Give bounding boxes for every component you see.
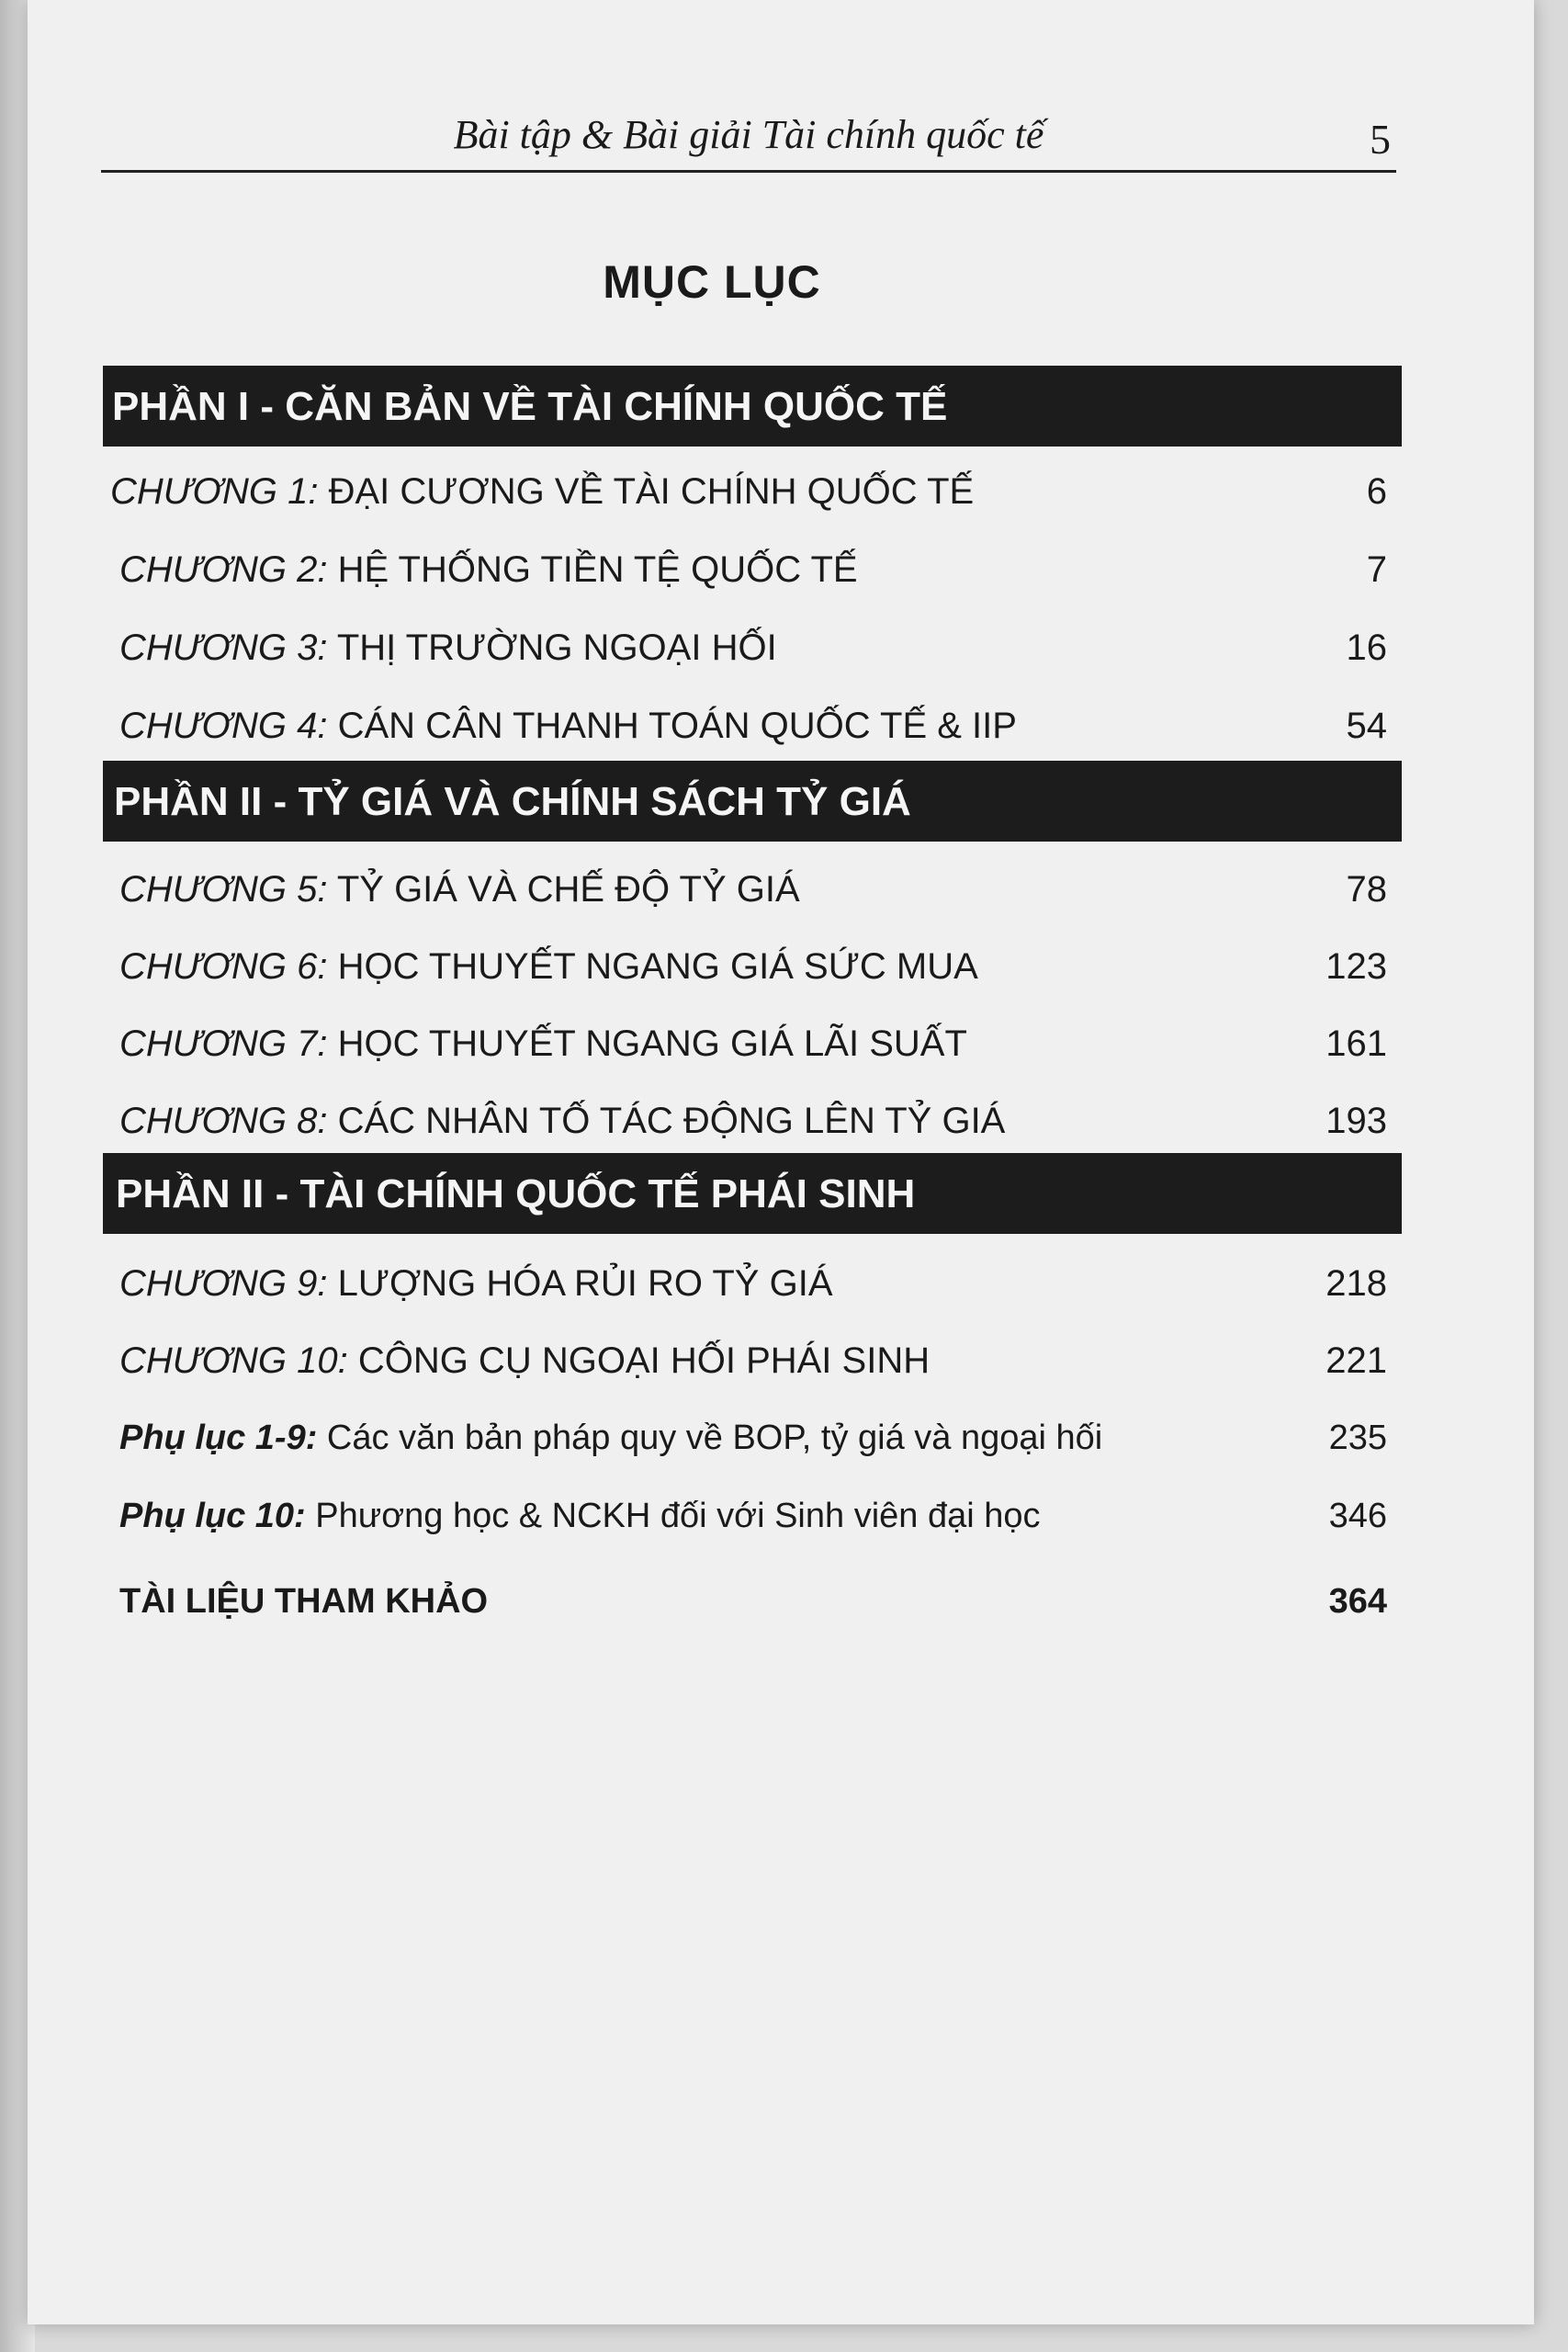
page-number: 161 <box>1325 1023 1387 1064</box>
chapter-label: CHƯƠNG 8: <box>119 1101 328 1141</box>
appendix-title: Phương học & NCKH đối với Sinh viên đại học <box>305 1497 1041 1535</box>
page-number: 218 <box>1325 1263 1387 1304</box>
references-title: TÀI LIỆU THAM KHẢO <box>119 1582 489 1621</box>
header-page-number: 5 <box>1370 116 1391 163</box>
toc-entry-chapter-9 <box>119 1256 1387 1311</box>
chapter-title: CÁC NHÂN TỐ TÁC ĐỘNG LÊN TỶ GIÁ <box>327 1101 1006 1141</box>
page-number: 7 <box>1366 549 1387 590</box>
chapter-title: CÁN CÂN THANH TOÁN QUỐC TẾ & IIP <box>327 706 1017 746</box>
chapter-label: CHƯƠNG 3: <box>119 628 328 668</box>
running-header <box>101 106 1396 173</box>
toc-entry-chapter-10 <box>119 1333 1387 1388</box>
chapter-title: HỌC THUYẾT NGANG GIÁ SỨC MUA <box>327 946 978 987</box>
appendix-label: Phụ lục 10: <box>119 1497 306 1535</box>
page-number: 364 <box>1328 1582 1387 1621</box>
chapter-label: CHƯƠNG 9: <box>119 1263 328 1304</box>
toc-entry-chapter-6 <box>119 939 1387 994</box>
toc-entry-chapter-1 <box>110 464 1387 519</box>
chapter-title: CÔNG CỤ NGOẠI HỐI PHÁI SINH <box>347 1340 931 1381</box>
chapter-label: CHƯƠNG 6: <box>119 946 328 987</box>
toc-heading: MỤC LỤC <box>603 256 821 308</box>
page-number: 78 <box>1346 869 1387 910</box>
toc-entry-appendix-1-9 <box>119 1410 1387 1465</box>
toc-entry-appendix-10 <box>119 1488 1387 1544</box>
toc-entry-chapter-4 <box>119 698 1387 753</box>
toc-entry-references <box>119 1574 1387 1629</box>
chapter-title: HỆ THỐNG TIỀN TỆ QUỐC TẾ <box>327 549 858 590</box>
chapter-label: CHƯƠNG 10: <box>119 1340 348 1381</box>
page-number: 54 <box>1346 706 1387 746</box>
page-number: 6 <box>1366 471 1387 512</box>
page-number: 235 <box>1328 1419 1387 1457</box>
toc-entry-chapter-3 <box>119 620 1387 675</box>
chapter-title: ĐẠI CƯƠNG VỀ TÀI CHÍNH QUỐC TẾ <box>318 471 975 512</box>
page-number: 193 <box>1325 1101 1387 1141</box>
chapter-label: CHƯƠNG 7: <box>119 1023 328 1064</box>
chapter-title: THỊ TRƯỜNG NGOẠI HỐI <box>327 628 777 668</box>
chapter-label: CHƯƠNG 1: <box>110 471 319 512</box>
toc-entry-chapter-2 <box>119 542 1387 597</box>
toc-entry-chapter-7 <box>119 1016 1387 1071</box>
page-number: 221 <box>1325 1340 1387 1381</box>
chapter-label: CHƯƠNG 4: <box>119 706 328 746</box>
toc-entry-chapter-5 <box>119 862 1387 917</box>
page-number: 123 <box>1325 946 1387 987</box>
header-book-title: Bài tập & Bài giải Tài chính quốc tế <box>453 112 1044 157</box>
chapter-label: CHƯƠNG 2: <box>119 549 328 590</box>
page-number: 346 <box>1328 1497 1387 1535</box>
part-1-heading: PHẦN I - CĂN BẢN VỀ TÀI CHÍNH QUỐC TẾ <box>103 366 1402 447</box>
chapter-title: HỌC THUYẾT NGANG GIÁ LÃI SUẤT <box>327 1023 967 1064</box>
appendix-label: Phụ lục 1-9: <box>119 1419 318 1457</box>
chapter-label: CHƯƠNG 5: <box>119 869 328 910</box>
part-2-heading: PHẦN II - TỶ GIÁ VÀ CHÍNH SÁCH TỶ GIÁ <box>103 761 1402 842</box>
part-3-heading: PHẦN II - TÀI CHÍNH QUỐC TẾ PHÁI SINH <box>103 1153 1402 1234</box>
appendix-title: Các văn bản pháp quy về BOP, tỷ giá và ngoại hối <box>317 1419 1103 1457</box>
page-number: 16 <box>1346 628 1387 668</box>
toc-entry-chapter-8 <box>119 1093 1387 1148</box>
chapter-title: LƯỢNG HÓA RỦI RO TỶ GIÁ <box>327 1263 833 1304</box>
book-page <box>28 0 1534 2324</box>
chapter-title: TỶ GIÁ VÀ CHẾ ĐỘ TỶ GIÁ <box>327 869 800 910</box>
